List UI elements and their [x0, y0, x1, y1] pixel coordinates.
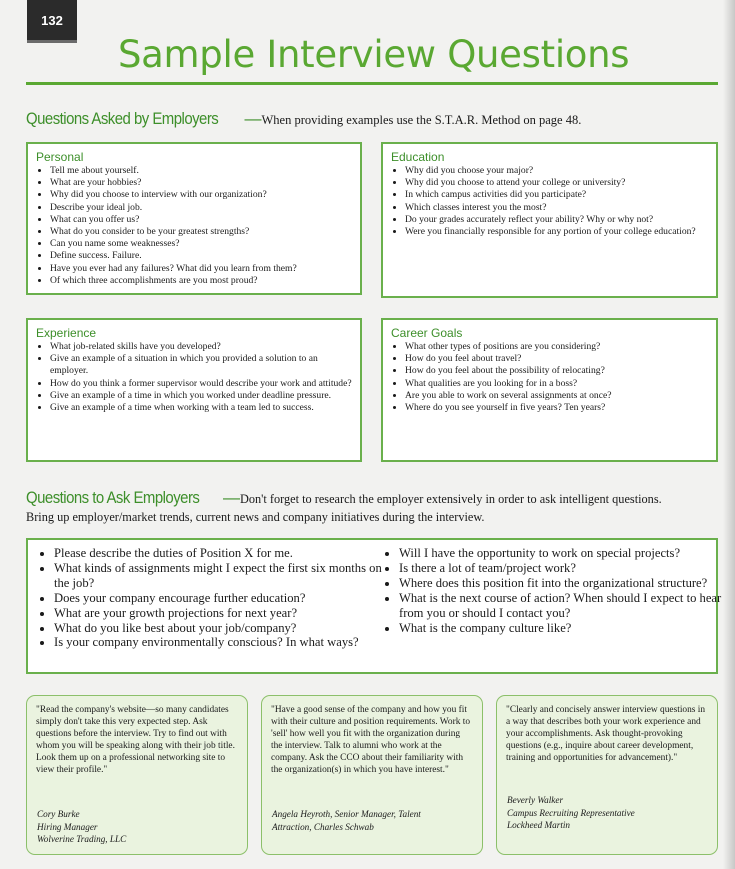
attribution-role: Hiring Manager: [37, 821, 98, 832]
list-item: • Why did you choose to attend your college or university?: [405, 177, 708, 189]
career-goals-box: [381, 318, 718, 462]
employer-questions-heading: [26, 109, 581, 129]
list-item: • Why did you choose to interview with our organization?: [50, 189, 352, 201]
list-item: • What are your growth projections for next year?: [54, 606, 399, 621]
attribution-role: Attraction, Charles Schwab: [272, 821, 374, 832]
list-item: • What qualities are you looking for in a boss?: [405, 378, 708, 390]
page-number: 132: [27, 0, 77, 43]
list-item: • Do your grades accurately reflect your ability? Why or why not?: [405, 214, 708, 226]
star-method-note: When providing examples use the S.T.A.R. Method on page 48.: [261, 113, 582, 127]
list-item: • In which campus activities did you participate?: [405, 189, 708, 201]
quote-text: "Read the company's website—so many candidates simply don't take this very expected step. Ask questions before the interview. Try to find out with whom you will be speaking along with their job title. Look them up on a professional networking site to view their profile.": [36, 705, 235, 775]
list-item: • Is your company environmentally conscious? In what ways?: [54, 635, 399, 650]
list-item: • Will I have the opportunity to work on special projects?: [399, 546, 735, 561]
quote-card-cory-burke: [26, 695, 248, 855]
list-item: • How do you think a former supervisor would describe your work and attitude?: [50, 378, 352, 390]
list-item: • What can you offer us?: [50, 214, 352, 226]
list-item: • What kinds of assignments might I expect the first six months on the job?: [54, 561, 399, 591]
career-goals-list: [383, 341, 716, 414]
list-item: • Give an example of a time in which you worked under deadline pressure.: [50, 390, 352, 402]
list-item: • Were you financially responsible for any portion of your college education?: [405, 226, 708, 238]
attribution-name: Angela Heyroth, Senior Manager, Talent: [272, 809, 421, 819]
list-item: • What are your hobbies?: [50, 177, 352, 189]
page-edge-shadow: [723, 0, 735, 869]
list-item: • Which classes interest you the most?: [405, 202, 708, 214]
quote-text: "Have a good sense of the company and how you fit with their culture and position requirements. Work to 'sell' how well you fit with the organization during the interview. Talk to alumni who work at the company. Ask the CCO about their familiarity with the organization(s) in which you have interest.": [271, 705, 471, 775]
list-item: • Have you ever had any failures? What did you learn from them?: [50, 263, 352, 275]
list-item: • Are you able to work on several assignments at once?: [405, 390, 708, 402]
attribution-role: Campus Recruiting Representative: [507, 807, 635, 818]
list-item: • Where does this position fit into the organizational structure?: [399, 576, 735, 591]
education-box: [381, 142, 718, 298]
list-item: • What other types of positions are you considering?: [405, 341, 708, 353]
research-note: Don't forget to research the employer extensively in order to ask intelligent questions.: [240, 492, 662, 506]
personal-title: Personal: [36, 150, 84, 164]
attribution-name: Cory Burke: [37, 809, 80, 819]
list-item: • How do you feel about travel?: [405, 353, 708, 365]
attribution-name: Beverly Walker: [507, 795, 564, 805]
attribution-org: Lockheed Martin: [507, 820, 571, 830]
list-item: • Give an example of a situation in which you provided a solution to an employer.: [50, 353, 352, 377]
attribution-org: Wolverine Trading, LLC: [37, 834, 127, 844]
quote-text: "Clearly and concisely answer interview questions in a way that describes both your work experience and your accomplishments. Ask thought-provoking questions (e.g., inquire about career development, training and opportunities for advancement).": [506, 705, 706, 763]
list-item: • Does your company encourage further education?: [54, 591, 399, 606]
ask-questions-left: [28, 546, 411, 650]
list-item: • Where do you see yourself in five years? Ten years?: [405, 402, 708, 414]
quote-attribution: [37, 808, 126, 846]
list-item: • What job-related skills have you developed?: [50, 341, 352, 353]
quote-card-angela-heyroth: [261, 695, 483, 855]
career-goals-title: Career Goals: [391, 326, 463, 340]
research-note-line2: Bring up employer/market trends, current news and company initiatives during the interview.: [26, 510, 485, 524]
quote-card-beverly-walker: [496, 695, 718, 855]
experience-list: [28, 341, 360, 414]
list-item: • Is there a lot of team/project work?: [399, 561, 735, 576]
quote-attribution: [507, 794, 635, 832]
list-item: • Give an example of a time when working with a team led to success.: [50, 402, 352, 414]
experience-box: [26, 318, 362, 462]
ask-questions-box: [26, 538, 722, 674]
title-divider: [26, 82, 718, 85]
list-item: • Describe your ideal job.: [50, 202, 352, 214]
list-item: • How do you feel about the possibility of relocating?: [405, 365, 708, 377]
list-item: • Tell me about yourself.: [50, 165, 352, 177]
ask-employers-title: Questions to Ask Employers: [26, 488, 200, 507]
ask-employers-heading: [26, 488, 662, 508]
heading-dash: —: [244, 109, 262, 128]
list-item: • What is the next course of action? When should I expect to hear from you or should I contact you?: [399, 591, 735, 621]
page-title: Sample Interview Questions: [118, 33, 630, 76]
list-item: • What is the company culture like?: [399, 621, 735, 636]
ask-questions-right: [373, 546, 735, 635]
list-item: • Of which three accomplishments are you most proud?: [50, 275, 352, 287]
employer-questions-title: Questions Asked by Employers: [26, 109, 219, 128]
list-item: • What do you consider to be your greatest strengths?: [50, 226, 352, 238]
education-title: Education: [391, 150, 445, 164]
list-item: • Can you name some weaknesses?: [50, 238, 352, 250]
list-item: • Define success. Failure.: [50, 250, 352, 262]
list-item: • Please describe the duties of Position X for me.: [54, 546, 399, 561]
list-item: • Why did you choose your major?: [405, 165, 708, 177]
personal-list: [28, 165, 360, 287]
list-item: • What do you like best about your job/company?: [54, 621, 399, 636]
quote-attribution: [272, 808, 421, 833]
heading-dash: —: [223, 488, 240, 507]
experience-title: Experience: [36, 326, 97, 340]
education-list: [383, 165, 716, 238]
personal-box: [26, 142, 362, 295]
